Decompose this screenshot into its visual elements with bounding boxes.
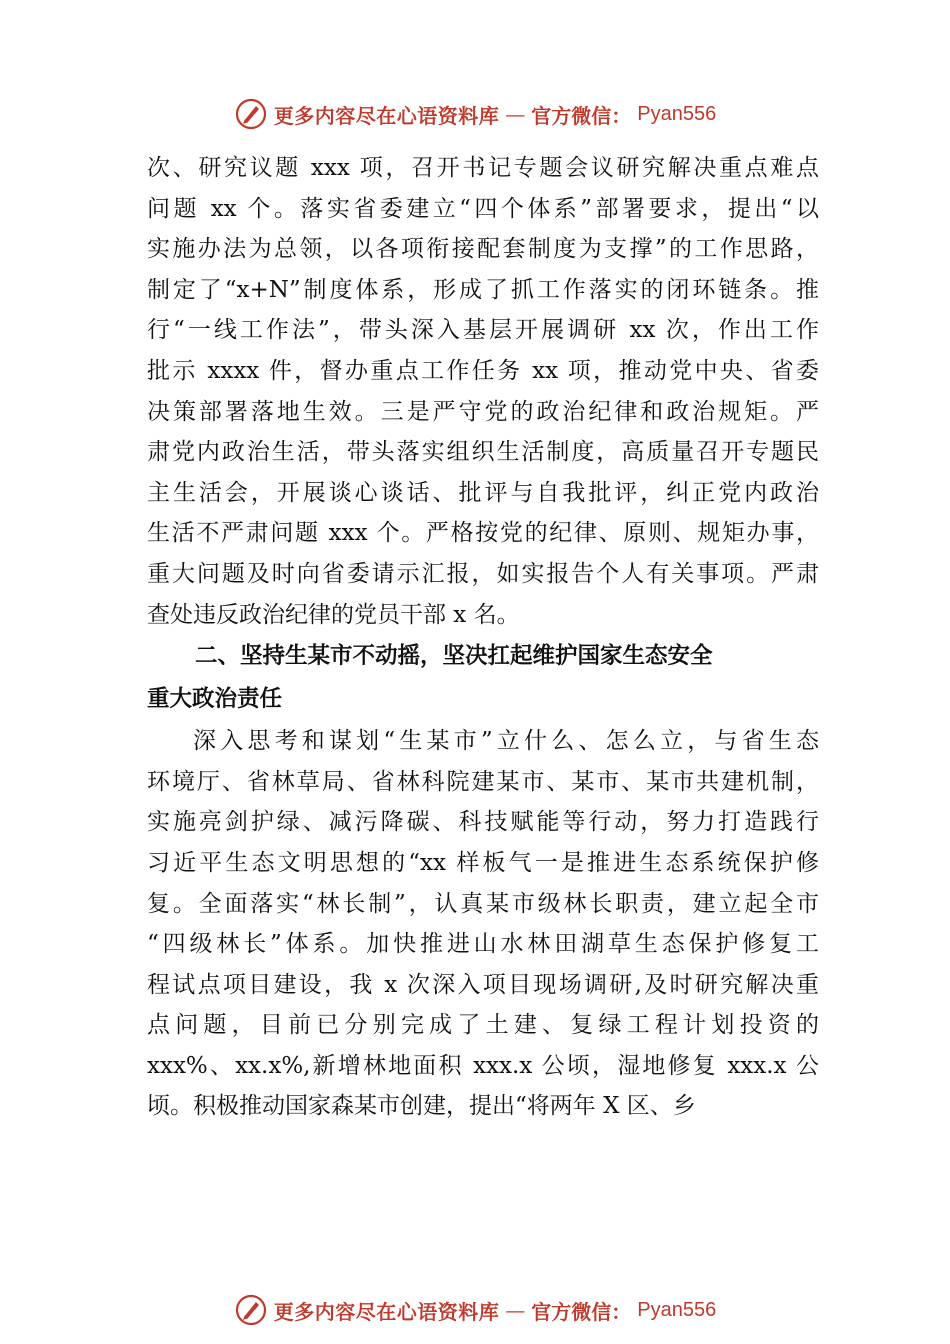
document-body (147, 148, 819, 1127)
text-line: 制定了“x+N”制度体系，形成了抓工作落实的闭环链条。推 (147, 276, 819, 303)
text-line: 习近平生态文明思想的“xx 样板气一是推进生态系统保护修 (147, 849, 819, 876)
text-line: 点问题，目前已分别完成了土建、复绿工程计划投资的 (147, 1012, 819, 1039)
text-line: 次、研究议题 xxx 项，召开书记专题会议研究解决重点难点 (147, 155, 819, 181)
text-line: 批示 xxxx 件，督办重点工作任务 xx 项，推动党中央、省委 (147, 357, 819, 384)
paragraph-2 (147, 721, 819, 1127)
banner-wechat-label: 官方微信： (531, 103, 632, 128)
text-line: 行“一线工作法”，带头深入基层开展调研 xx 次，作出工作 (147, 317, 819, 344)
text-line: 问题 xx 个。落实省委建立“四个体系”部署要求，提出“以 (147, 195, 819, 222)
text-line: 生活不严肃问题 xxx 个。严格按党的纪律、原则、规矩办事， (147, 520, 819, 547)
text-line: xxx%、xx.x%,新增林地面积 xxx.x 公顷，湿地修复 xxx.x 公 (147, 1052, 819, 1079)
text-line: 查处违反政治纪律的党员干部 x 名。 (147, 601, 520, 628)
banner-wechat-id: Pyan556 (637, 1298, 717, 1321)
text-line: 深入思考和谋划“生某市”立什么、怎么立，与省生态 (193, 728, 819, 755)
footer-banner (0, 1290, 950, 1330)
heading-line: 二、坚持生某市不动摇，坚决扛起维护国家生态安全 (195, 643, 713, 670)
pen-seal-icon (234, 1293, 268, 1327)
section-heading (147, 635, 819, 721)
pen-seal-icon (234, 97, 268, 131)
banner-dash: — (505, 102, 526, 126)
text-line: 重大问题及时向省委请示汇报，如实报告个人有关事项。严肃 (147, 560, 819, 587)
text-line: 主生活会，开展谈心谈话、批评与自我批评，纠正党内政治 (147, 479, 819, 506)
text-line: 决策部署落地生效。三是严守党的政治纪律和政治规矩。严 (147, 398, 819, 425)
banner-site-text: 更多内容尽在心语资料库 (273, 103, 500, 128)
header-banner (0, 94, 950, 134)
text-line: “四级林长”体系。加快推进山水林田湖草生态保护修复工 (147, 931, 819, 958)
paragraph-1 (147, 148, 819, 635)
banner-dash: — (505, 1298, 526, 1322)
heading-line: 重大政治责任 (147, 686, 283, 713)
text-line: 程试点项目建设，我 x 次深入项目现场调研,及时研究解决重 (147, 971, 819, 998)
text-line: 复。全面落实“林长制”，认真某市级林长职责，建立起全市 (147, 890, 819, 917)
banner-site-text: 更多内容尽在心语资料库 (273, 1299, 500, 1324)
text-line: 实施亮剑护绿、减污降碳、科技赋能等行动，努力打造践行 (147, 809, 819, 836)
text-line: 环境厅、省林草局、省林科院建某市、某市、某市共建机制， (147, 768, 819, 795)
banner-wechat-id: Pyan556 (637, 102, 717, 125)
text-line: 实施办法为总领，以各项衔接配套制度为支撑”的工作思路， (147, 236, 819, 263)
banner-wechat-label: 官方微信： (531, 1299, 632, 1324)
text-line: 肃党内政治生活，带头落实组织生活制度，高质量召开专题民 (147, 439, 819, 466)
text-line: 顷。积极推动国家森某市创建，提出“将两年 X 区、乡 (147, 1093, 696, 1120)
